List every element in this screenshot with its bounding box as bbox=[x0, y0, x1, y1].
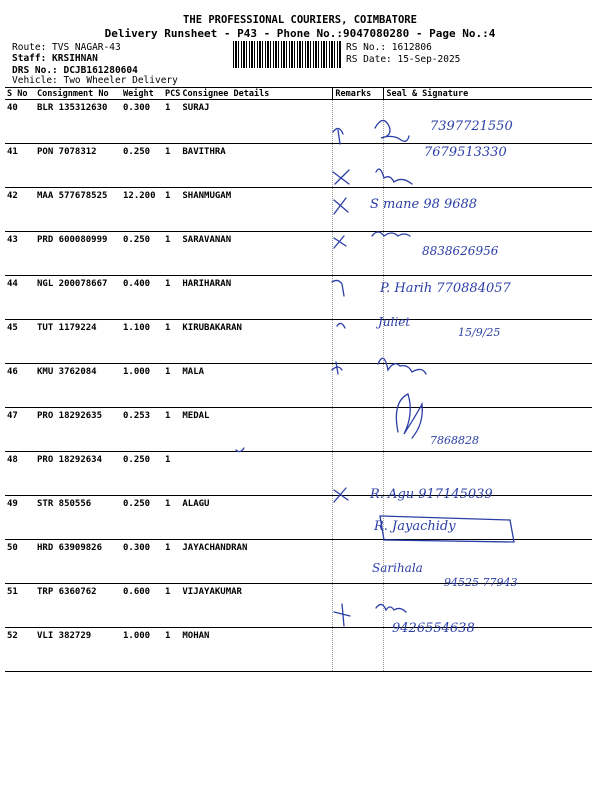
consignee-cell: SARAVANAN bbox=[180, 232, 333, 276]
sno-cell: 40 bbox=[5, 100, 35, 144]
pcs-cell: 1 bbox=[163, 584, 180, 628]
phone-handwritten: S mane 98 9688 bbox=[370, 197, 478, 212]
weight-cell: 0.300 bbox=[121, 540, 163, 584]
phone-handwritten: 94525 77943 bbox=[444, 576, 518, 589]
table-row bbox=[5, 628, 592, 672]
table-row bbox=[5, 496, 592, 540]
sno-cell: 43 bbox=[5, 232, 35, 276]
remarks-cell bbox=[333, 540, 384, 584]
sno-cell: 51 bbox=[5, 584, 35, 628]
phone-handwritten: 7397721550 bbox=[430, 119, 513, 134]
route: Route: TVS NAGAR-43 bbox=[12, 42, 121, 53]
weight-cell: 0.600 bbox=[121, 584, 163, 628]
sno-cell: 42 bbox=[5, 188, 35, 232]
consignment-cell: KMU 3762084 bbox=[35, 364, 121, 408]
consignment-cell: STR 850556 bbox=[35, 496, 121, 540]
name-handwritten: Juliet bbox=[378, 315, 411, 329]
signature-cell bbox=[384, 232, 592, 276]
phone-handwritten: 7679513330 bbox=[424, 145, 507, 160]
sno-cell: 41 bbox=[5, 144, 35, 188]
weight-cell: 0.250 bbox=[121, 144, 163, 188]
signature-cell bbox=[384, 364, 592, 408]
pcs-cell: 1 bbox=[163, 100, 180, 144]
consignment-cell: TUT 1179224 bbox=[35, 320, 121, 364]
signature-cell bbox=[384, 320, 592, 364]
table-row bbox=[5, 452, 592, 496]
remarks-cell bbox=[333, 496, 384, 540]
signature-cell bbox=[384, 144, 592, 188]
signature-cell bbox=[384, 276, 592, 320]
consignee-cell: MALA bbox=[180, 364, 333, 408]
pcs-cell: 1 bbox=[163, 144, 180, 188]
sno-cell: 49 bbox=[5, 496, 35, 540]
consignee-cell: HARIHARAN bbox=[180, 276, 333, 320]
runsheet-title: Delivery Runsheet - P43 - Phone No.:9047080280 - Page No.:4 bbox=[104, 27, 496, 40]
pcs-cell: 1 bbox=[163, 452, 180, 496]
remarks-cell bbox=[333, 452, 384, 496]
table-row bbox=[5, 320, 592, 364]
pcs-cell: 1 bbox=[163, 276, 180, 320]
weight-cell: 1.000 bbox=[121, 628, 163, 672]
pcs-cell: 1 bbox=[163, 364, 180, 408]
remarks-cell bbox=[333, 584, 384, 628]
drs-number: DRS No.: DCJB161280604 bbox=[12, 65, 138, 76]
pcs-cell: 1 bbox=[163, 188, 180, 232]
company-name: THE PROFESSIONAL COURIERS, COIMBATORE bbox=[183, 14, 417, 26]
runsheet-table bbox=[5, 87, 592, 672]
pcs-cell: 1 bbox=[163, 408, 180, 452]
consignee-cell: MEDAL bbox=[180, 408, 333, 452]
weight-cell: 12.200 bbox=[121, 188, 163, 232]
consignee-cell: JAYACHANDRAN bbox=[180, 540, 333, 584]
name-handwritten: R. Jayachidy bbox=[374, 519, 456, 534]
consignment-cell: VLI 382729 bbox=[35, 628, 121, 672]
signature-cell bbox=[384, 100, 592, 144]
col-consignee: Consignee Details bbox=[180, 88, 333, 100]
consignment-cell: PRO 18292635 bbox=[35, 408, 121, 452]
pcs-cell: 1 bbox=[163, 320, 180, 364]
consignee-cell: VIJAYAKUMAR bbox=[180, 584, 333, 628]
barcode bbox=[233, 41, 341, 68]
weight-cell: 1.000 bbox=[121, 364, 163, 408]
pcs-cell: 1 bbox=[163, 540, 180, 584]
table-row bbox=[5, 144, 592, 188]
signature-cell bbox=[384, 496, 592, 540]
consignee-cell: KIRUBAKARAN bbox=[180, 320, 333, 364]
consignee-cell: SURAJ bbox=[180, 100, 333, 144]
sno-cell: 47 bbox=[5, 408, 35, 452]
signature-cell bbox=[384, 188, 592, 232]
consignment-cell: MAA 577678525 bbox=[35, 188, 121, 232]
pcs-cell: 1 bbox=[163, 628, 180, 672]
col-sno: S No bbox=[5, 88, 35, 100]
weight-cell: 0.250 bbox=[121, 496, 163, 540]
weight-cell: 0.300 bbox=[121, 100, 163, 144]
table-header bbox=[5, 88, 592, 100]
consignment-cell: HRD 63909826 bbox=[35, 540, 121, 584]
col-pcs: PCS bbox=[165, 88, 181, 99]
table-row bbox=[5, 232, 592, 276]
col-consignment: Consignment No bbox=[35, 88, 121, 100]
phone-handwritten: P. Harih 770884057 bbox=[380, 281, 511, 296]
name-handwritten: Sarihala bbox=[372, 561, 423, 575]
col-remarks: Remarks bbox=[333, 88, 384, 100]
sno-cell: 45 bbox=[5, 320, 35, 364]
sno-cell: 52 bbox=[5, 628, 35, 672]
staff: Staff: KRSIHNAN bbox=[12, 53, 98, 64]
rs-number: RS No.: 1612806 bbox=[346, 42, 432, 53]
remarks-cell bbox=[333, 628, 384, 672]
vehicle: Vehicle: Two Wheeler Delivery bbox=[12, 75, 178, 86]
weight-cell: 0.400 bbox=[121, 276, 163, 320]
table-row bbox=[5, 100, 592, 144]
weight-cell: 0.253 bbox=[121, 408, 163, 452]
phone-handwritten: R. Agu 917145039 bbox=[370, 487, 493, 502]
consignee-cell: MOHAN bbox=[180, 628, 333, 672]
sno-cell: 46 bbox=[5, 364, 35, 408]
weight-cell: 0.250 bbox=[121, 452, 163, 496]
weight-cell: 0.250 bbox=[121, 232, 163, 276]
remarks-cell bbox=[333, 408, 384, 452]
consignment-cell: NGL 200078667 bbox=[35, 276, 121, 320]
consignment-cell: TRP 6360762 bbox=[35, 584, 121, 628]
weight-cell: 1.100 bbox=[121, 320, 163, 364]
consignee-cell: SHANMUGAM bbox=[180, 188, 333, 232]
phone-handwritten: 9426554638 bbox=[392, 621, 475, 636]
rs-date: RS Date: 15-Sep-2025 bbox=[346, 54, 461, 65]
table-row bbox=[5, 188, 592, 232]
signature-cell bbox=[384, 628, 592, 672]
remarks-cell bbox=[333, 232, 384, 276]
table-row bbox=[5, 584, 592, 628]
consignment-cell: PON 7078312 bbox=[35, 144, 121, 188]
consignee-cell: ALAGU bbox=[180, 496, 333, 540]
signature-cell bbox=[384, 540, 592, 584]
consignee-cell bbox=[180, 452, 333, 496]
remarks-cell bbox=[333, 188, 384, 232]
signature-cell bbox=[384, 584, 592, 628]
consignment-cell: BLR 135312630 bbox=[35, 100, 121, 144]
consignee-cell: BAVITHRA bbox=[180, 144, 333, 188]
col-weight: Weight bbox=[121, 88, 163, 100]
pcs-cell: 1 bbox=[163, 496, 180, 540]
phone-handwritten: 7868828 bbox=[430, 434, 479, 447]
phone-handwritten: 8838626956 bbox=[422, 244, 499, 258]
consignment-cell: PRD 600080999 bbox=[35, 232, 121, 276]
remarks-cell bbox=[333, 364, 384, 408]
table-row bbox=[5, 408, 592, 452]
consignment-cell: PRO 18292634 bbox=[35, 452, 121, 496]
remarks-cell bbox=[333, 320, 384, 364]
sno-cell: 44 bbox=[5, 276, 35, 320]
remarks-cell bbox=[333, 144, 384, 188]
table-row bbox=[5, 540, 592, 584]
col-signature: Seal & Signature bbox=[384, 88, 592, 100]
remarks-cell bbox=[333, 276, 384, 320]
signature-cell bbox=[384, 452, 592, 496]
signature-cell bbox=[384, 408, 592, 452]
table-row bbox=[5, 276, 592, 320]
sno-cell: 48 bbox=[5, 452, 35, 496]
pcs-cell: 1 bbox=[163, 232, 180, 276]
table-row bbox=[5, 364, 592, 408]
sno-cell: 50 bbox=[5, 540, 35, 584]
remarks-cell bbox=[333, 100, 384, 144]
date-handwritten: 15/9/25 bbox=[458, 326, 501, 339]
